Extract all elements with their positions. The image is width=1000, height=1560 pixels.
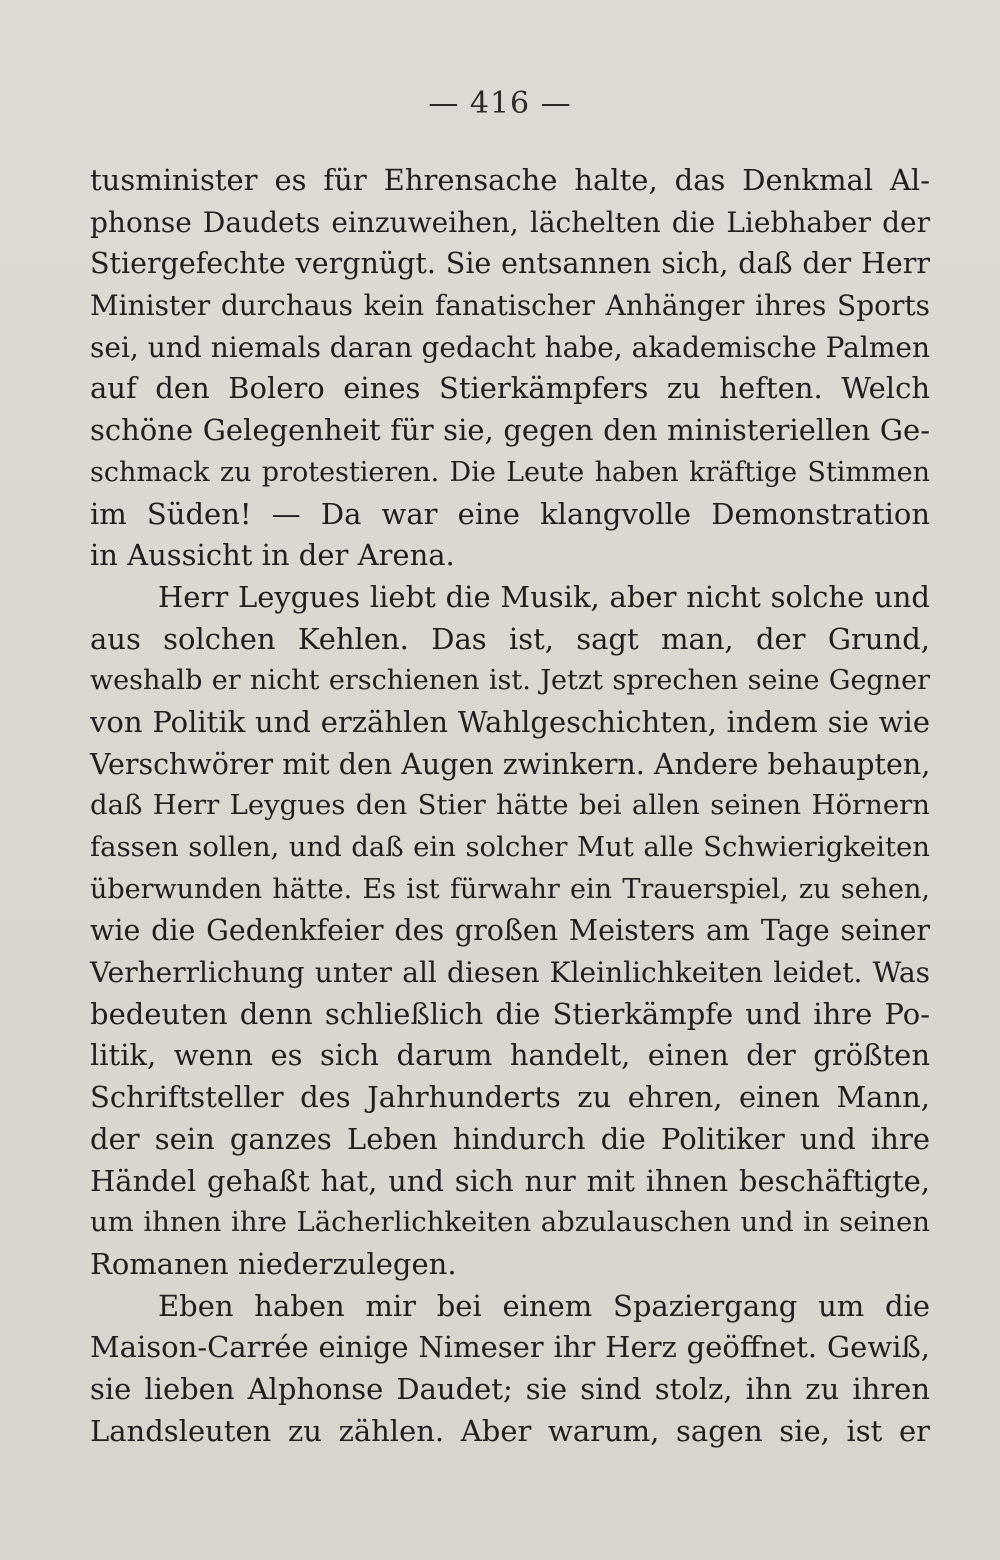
text-line: Stiergefechte vergnügt. Sie entsannen sich, daß der Herr (90, 247, 930, 281)
text-line: Verherrlichung unter all diesen Kleinlichkeiten leidet. Was (90, 956, 930, 990)
text-line: Verschwörer mit den Augen zwinkern. Andere behaupten, (90, 747, 931, 781)
text-line: daß Herr Leygues den Stier hätte bei allen seinen Hörnern (90, 789, 930, 822)
text-line: fassen sollen, und daß ein solcher Mut alle Schwierigkeiten (90, 831, 930, 863)
text-line: phonse Daudets einzuweihen, lächelten die Liebhaber der (90, 205, 930, 239)
text-line: im Süden! — Da war eine klangvolle Demonstration (90, 496, 930, 531)
text-line: Romanen niederzulegen. (90, 1246, 457, 1281)
text-line: Herr Leygues liebt die Musik, aber nicht solche und (158, 579, 930, 614)
text-line: wie die Gedenkfeier des großen Meisters am Tage seiner (90, 914, 930, 948)
text-line: um ihnen ihre Lächerlichkeiten abzulauschen und in seinen (90, 1206, 930, 1239)
text-line: weshalb er nicht erschienen ist. Jetzt sprechen seine Gegner (90, 665, 930, 697)
text-line: schmack zu protestieren. Die Leute haben kräftige Stimmen (90, 456, 930, 488)
text-line: von Politik und erzählen Wahlgeschichten, indem sie wie (90, 704, 930, 739)
text-line: Maison-Carrée einige Nimeser ihr Herz geöffnet. Gewiß, (90, 1330, 930, 1365)
text-line: Landsleuten zu zählen. Aber warum, sagen sie, ist er (90, 1413, 930, 1448)
text-line: Eben haben mir bei einem Spaziergang um die (158, 1288, 930, 1323)
text-line: sei, und niemals daran gedacht habe, akademische Palmen (90, 330, 930, 364)
text-line: bedeuten denn schließlich die Stierkämpfe und ihre Po- (90, 996, 930, 1031)
text-line: litik, wenn es sich darum handelt, einen der größten (90, 1038, 930, 1073)
text-line: tusminister es für Ehrensache halte, das Denkmal Al- (90, 163, 930, 197)
text-line: sie lieben Alphonse Daudet; sie sind stolz, ihn zu ihren (90, 1371, 930, 1406)
text-line: auf den Bolero eines Stierkämpfers zu heften. Welch (90, 371, 930, 406)
text-line: aus solchen Kehlen. Das ist, sagt man, der Grund, (90, 621, 930, 656)
text-line: der sein ganzes Leben hindurch die Politiker und ihre (90, 1121, 930, 1156)
page-number: — 416 — (428, 86, 572, 121)
text-line: Händel gehaßt hat, und sich nur mit ihnen beschäftigte, (90, 1163, 930, 1198)
text-line: überwunden hätte. Es ist fürwahr ein Trauerspiel, zu sehen, (90, 873, 930, 905)
text-line: schöne Gelegenheit für sie, gegen den ministeriellen Ge- (90, 413, 930, 448)
body-text (90, 160, 930, 1452)
text-line: Schriftsteller des Jahrhunderts zu ehren, einen Mann, (90, 1080, 930, 1115)
text-line: in Aussicht in der Arena. (90, 538, 455, 573)
text-line: Minister durchaus kein fanatischer Anhänger ihres Sports (90, 289, 930, 323)
